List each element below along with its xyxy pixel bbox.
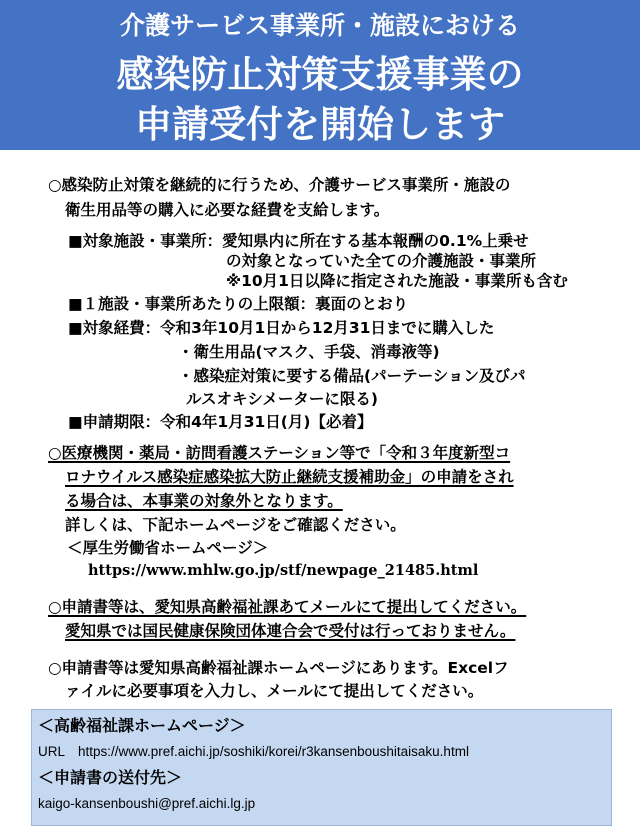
banner-title-line1: 感染防止対策支援事業の	[116, 53, 524, 96]
expense-item-hygiene: ・衛生用品(マスク、手袋、消毒液等)	[178, 343, 440, 361]
hp-heading: ＜高齢福祉課ホームページ＞	[38, 716, 246, 735]
section2-line2: ロナウイルス感染症感染拡大防止継続支援補助金」の申請をされ	[65, 468, 514, 486]
title-banner	[0, 0, 640, 150]
section2-line3: る場合は、本事業の対象外となります。	[65, 492, 343, 510]
mail-heading: ＜申請書の送付先＞	[38, 768, 183, 787]
expense-item-equipment-line1: ・感染症対策に要する備品(パーテーション及びパ	[178, 367, 526, 385]
section3-line1: ○申請書等は、愛知県高齢福祉課あてメールにて提出してください。	[48, 598, 527, 616]
expense-line1: ■対象経費：令和3年10月1日から12月31日までに購入した	[68, 319, 495, 337]
section4-line2: ァイルに必要事項を入力し、メールにて提出してください。	[65, 682, 484, 700]
mhlw-link-label: ＜厚生労働省ホームページ＞	[67, 539, 269, 557]
contact-info-box	[31, 709, 612, 826]
mhlw-url[interactable]: https://www.mhlw.go.jp/stf/newpage_21485.html	[88, 562, 479, 579]
banner-subtitle: 介護サービス事業所・施設における	[119, 11, 520, 40]
section3-line2: 愛知県では国民健康保険団体連合会で受付は行っておりません。	[65, 622, 516, 640]
expense-item-equipment-line2: ルスオキシメーターに限る)	[186, 390, 378, 408]
section4-line1: ○申請書等は愛知県高齢福祉課ホームページにあります。Excelフ	[48, 659, 509, 677]
hp-url[interactable]: URL https://www.pref.aichi.jp/soshiki/korei/r3kansenboushitaisaku.html	[38, 744, 469, 759]
section2-line4: 詳しくは、下記ホームページをご確認ください。	[65, 516, 406, 534]
target-facility-note: ※10月1日以降に指定された施設・事業所も含む	[226, 272, 568, 290]
section2-line1: ○医療機関・薬局・訪問看護ステーション等で「令和３年度新型コ	[48, 444, 511, 462]
section1-line2: 衛生用品等の購入に必要な経費を支給します。	[65, 201, 390, 219]
application-deadline: ■申請期限：令和4年1月31日(月)【必着】	[68, 413, 373, 431]
target-facility-line1: ■対象施設・事業所：愛知県内に所在する基本報酬の0.1%上乗せ	[68, 232, 529, 250]
section1-line1: ○感染防止対策を継続的に行うため、介護サービス事業所・施設の	[48, 176, 511, 194]
target-facility-line2: の対象となっていた全ての介護施設・事業所	[226, 252, 537, 270]
mail-address[interactable]: kaigo-kansenboushi@pref.aichi.lg.jp	[38, 796, 256, 811]
banner-title-line2: 申請受付を開始します	[135, 103, 505, 146]
upper-limit: ■１施設・事業所あたりの上限額：裏面のとおり	[68, 295, 409, 313]
